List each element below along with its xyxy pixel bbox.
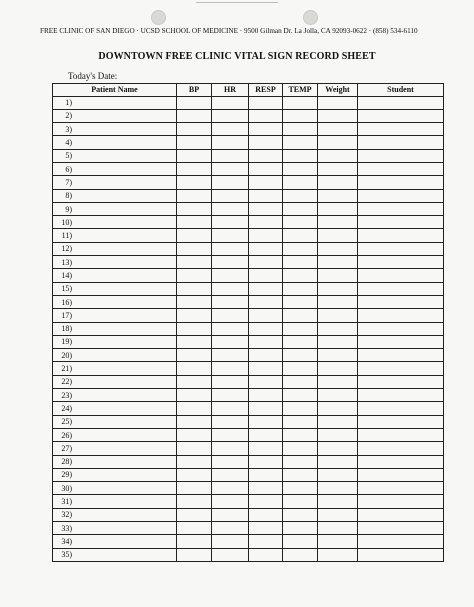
patient-name-cell[interactable]: 23) [53, 389, 177, 402]
bp-cell[interactable] [177, 389, 212, 402]
left-punch-hole [151, 10, 166, 25]
resp-cell[interactable] [249, 242, 283, 255]
table-row [53, 375, 444, 388]
bp-cell[interactable] [177, 362, 212, 375]
resp-cell[interactable] [249, 269, 283, 282]
student-cell[interactable] [358, 335, 444, 348]
resp-cell[interactable] [249, 256, 283, 269]
table-row [53, 335, 444, 348]
weight-cell[interactable] [318, 415, 358, 428]
bp-cell[interactable] [177, 136, 212, 149]
patient-name-cell[interactable]: 26) [53, 428, 177, 441]
weight-cell[interactable] [318, 335, 358, 348]
student-cell[interactable] [358, 535, 444, 548]
temp-cell[interactable] [283, 309, 318, 322]
table-row [53, 256, 444, 269]
weight-cell[interactable] [318, 535, 358, 548]
bp-cell[interactable] [177, 295, 212, 308]
resp-cell[interactable] [249, 229, 283, 242]
temp-cell[interactable] [283, 428, 318, 441]
student-cell[interactable] [358, 455, 444, 468]
table-row [53, 495, 444, 508]
bp-cell[interactable] [177, 535, 212, 548]
patient-name-cell[interactable]: 1) [53, 96, 177, 109]
temp-cell[interactable] [283, 522, 318, 535]
patient-name-cell[interactable]: 13) [53, 256, 177, 269]
student-cell[interactable] [358, 508, 444, 521]
table-row [53, 522, 444, 535]
patient-name-cell[interactable]: 4) [53, 136, 177, 149]
weight-cell[interactable] [318, 428, 358, 441]
patient-name-cell[interactable]: 22) [53, 375, 177, 388]
form-title: DOWNTOWN FREE CLINIC VITAL SIGN RECORD SHEET [98, 51, 376, 62]
resp-cell[interactable] [249, 309, 283, 322]
hr-cell[interactable] [212, 495, 249, 508]
table-row [53, 548, 444, 561]
patient-name-cell[interactable]: 27) [53, 442, 177, 455]
bp-cell[interactable] [177, 162, 212, 175]
student-cell[interactable] [358, 442, 444, 455]
resp-cell[interactable] [249, 428, 283, 441]
hr-cell[interactable] [212, 96, 249, 109]
bp-cell[interactable] [177, 242, 212, 255]
hr-cell[interactable] [212, 269, 249, 282]
patient-name-cell[interactable]: 9) [53, 202, 177, 215]
bp-cell[interactable] [177, 468, 212, 481]
table-row [53, 282, 444, 295]
weight-cell[interactable] [318, 216, 358, 229]
resp-cell[interactable] [249, 535, 283, 548]
bp-cell[interactable] [177, 495, 212, 508]
top-scan-mark [196, 2, 278, 3]
temp-cell[interactable] [283, 468, 318, 481]
patient-name-cell[interactable]: 21) [53, 362, 177, 375]
patient-name-cell[interactable]: 18) [53, 322, 177, 335]
patient-name-cell[interactable]: 33) [53, 522, 177, 535]
weight-cell[interactable] [318, 508, 358, 521]
temp-cell[interactable] [283, 482, 318, 495]
student-cell[interactable] [358, 522, 444, 535]
patient-name-cell[interactable]: 2) [53, 109, 177, 122]
clinic-address-header: FREE CLINIC OF SAN DIEGO · UCSD SCHOOL OF MEDICINE · 9500 Gilman Dr. La Jolla, CA 92093-0622 · (858) 534-6110 [40, 27, 418, 35]
bp-cell[interactable] [177, 282, 212, 295]
table-row [53, 162, 444, 175]
patient-name-cell[interactable]: 20) [53, 349, 177, 362]
temp-cell[interactable] [283, 269, 318, 282]
hr-cell[interactable] [212, 535, 249, 548]
weight-cell[interactable] [318, 256, 358, 269]
hr-cell[interactable] [212, 335, 249, 348]
weight-cell[interactable] [318, 402, 358, 415]
hr-cell[interactable] [212, 375, 249, 388]
table-row [53, 295, 444, 308]
bp-cell[interactable] [177, 482, 212, 495]
weight-cell[interactable] [318, 548, 358, 561]
weight-cell[interactable] [318, 309, 358, 322]
patient-name-cell[interactable]: 12) [53, 242, 177, 255]
student-cell[interactable] [358, 415, 444, 428]
bp-cell[interactable] [177, 216, 212, 229]
table-row [53, 136, 444, 149]
resp-cell[interactable] [249, 216, 283, 229]
table-body [53, 96, 444, 561]
resp-cell[interactable] [249, 402, 283, 415]
table-row [53, 455, 444, 468]
weight-cell[interactable] [318, 123, 358, 136]
hr-cell[interactable] [212, 442, 249, 455]
table-row [53, 309, 444, 322]
student-cell[interactable] [358, 309, 444, 322]
table-row [53, 482, 444, 495]
vital-signs-table [52, 83, 444, 562]
hr-cell[interactable] [212, 402, 249, 415]
patient-name-cell[interactable]: 32) [53, 508, 177, 521]
hr-cell[interactable] [212, 189, 249, 202]
weight-cell[interactable] [318, 495, 358, 508]
temp-cell[interactable] [283, 123, 318, 136]
bp-cell[interactable] [177, 229, 212, 242]
table-row [53, 389, 444, 402]
temp-cell[interactable] [283, 375, 318, 388]
patient-name-cell[interactable]: 34) [53, 535, 177, 548]
weight-cell[interactable] [318, 162, 358, 175]
student-cell[interactable] [358, 136, 444, 149]
resp-cell[interactable] [249, 109, 283, 122]
resp-cell[interactable] [249, 495, 283, 508]
resp-cell[interactable] [249, 468, 283, 481]
resp-cell[interactable] [249, 362, 283, 375]
weight-cell[interactable] [318, 149, 358, 162]
hr-cell[interactable] [212, 176, 249, 189]
temp-cell[interactable] [283, 402, 318, 415]
student-cell[interactable] [358, 322, 444, 335]
temp-cell[interactable] [283, 229, 318, 242]
hr-cell[interactable] [212, 415, 249, 428]
patient-name-cell[interactable]: 5) [53, 149, 177, 162]
student-cell[interactable] [358, 216, 444, 229]
patient-name-cell[interactable]: 30) [53, 482, 177, 495]
patient-name-cell[interactable]: 31) [53, 495, 177, 508]
temp-cell[interactable] [283, 202, 318, 215]
resp-cell[interactable] [249, 322, 283, 335]
hr-cell[interactable] [212, 123, 249, 136]
patient-name-cell[interactable]: 16) [53, 295, 177, 308]
patient-name-cell[interactable]: 11) [53, 229, 177, 242]
resp-cell[interactable] [249, 136, 283, 149]
resp-cell[interactable] [249, 202, 283, 215]
temp-cell[interactable] [283, 149, 318, 162]
bp-cell[interactable] [177, 522, 212, 535]
bp-cell[interactable] [177, 455, 212, 468]
hr-cell[interactable] [212, 136, 249, 149]
student-cell[interactable] [358, 162, 444, 175]
resp-cell[interactable] [249, 482, 283, 495]
table-row [53, 123, 444, 136]
table-row [53, 269, 444, 282]
todays-date-label: Today's Date: [68, 71, 118, 81]
hr-cell[interactable] [212, 216, 249, 229]
student-cell[interactable] [358, 229, 444, 242]
bp-cell[interactable] [177, 256, 212, 269]
temp-cell[interactable] [283, 508, 318, 521]
student-cell[interactable] [358, 242, 444, 255]
resp-cell[interactable] [249, 96, 283, 109]
student-cell[interactable] [358, 123, 444, 136]
student-cell[interactable] [358, 389, 444, 402]
resp-cell[interactable] [249, 415, 283, 428]
student-cell[interactable] [358, 375, 444, 388]
weight-cell[interactable] [318, 189, 358, 202]
weight-cell[interactable] [318, 295, 358, 308]
temp-cell[interactable] [283, 415, 318, 428]
temp-cell[interactable] [283, 109, 318, 122]
weight-cell[interactable] [318, 176, 358, 189]
student-cell[interactable] [358, 202, 444, 215]
student-cell[interactable] [358, 495, 444, 508]
hr-cell[interactable] [212, 349, 249, 362]
bp-cell[interactable] [177, 415, 212, 428]
hr-cell[interactable] [212, 322, 249, 335]
patient-name-cell[interactable]: 25) [53, 415, 177, 428]
table-row [53, 229, 444, 242]
weight-cell[interactable] [318, 242, 358, 255]
patient-name-cell[interactable]: 28) [53, 455, 177, 468]
patient-name-cell[interactable]: 14) [53, 269, 177, 282]
resp-cell[interactable] [249, 548, 283, 561]
table-row [53, 216, 444, 229]
temp-cell[interactable] [283, 162, 318, 175]
temp-cell[interactable] [283, 256, 318, 269]
hr-cell[interactable] [212, 202, 249, 215]
table-row [53, 402, 444, 415]
temp-cell[interactable] [283, 335, 318, 348]
patient-name-cell[interactable]: 24) [53, 402, 177, 415]
student-cell[interactable] [358, 282, 444, 295]
resp-cell[interactable] [249, 176, 283, 189]
table-row [53, 189, 444, 202]
patient-name-cell[interactable]: 17) [53, 309, 177, 322]
resp-cell[interactable] [249, 282, 283, 295]
column-header-patient-name: Patient Name [53, 84, 177, 97]
hr-cell[interactable] [212, 508, 249, 521]
patient-name-cell[interactable]: 3) [53, 123, 177, 136]
weight-cell[interactable] [318, 522, 358, 535]
temp-cell[interactable] [283, 442, 318, 455]
bp-cell[interactable] [177, 335, 212, 348]
student-cell[interactable] [358, 295, 444, 308]
resp-cell[interactable] [249, 162, 283, 175]
student-cell[interactable] [358, 349, 444, 362]
temp-cell[interactable] [283, 136, 318, 149]
hr-cell[interactable] [212, 242, 249, 255]
hr-cell[interactable] [212, 522, 249, 535]
hr-cell[interactable] [212, 149, 249, 162]
weight-cell[interactable] [318, 455, 358, 468]
temp-cell[interactable] [283, 322, 318, 335]
bp-cell[interactable] [177, 309, 212, 322]
temp-cell[interactable] [283, 495, 318, 508]
patient-name-cell[interactable]: 6) [53, 162, 177, 175]
patient-name-cell[interactable]: 35) [53, 548, 177, 561]
table-row [53, 322, 444, 335]
resp-cell[interactable] [249, 522, 283, 535]
table-row [53, 96, 444, 109]
bp-cell[interactable] [177, 149, 212, 162]
temp-cell[interactable] [283, 535, 318, 548]
bp-cell[interactable] [177, 548, 212, 561]
resp-cell[interactable] [249, 389, 283, 402]
table-row [53, 349, 444, 362]
weight-cell[interactable] [318, 136, 358, 149]
weight-cell[interactable] [318, 375, 358, 388]
patient-name-cell[interactable]: 7) [53, 176, 177, 189]
student-cell[interactable] [358, 428, 444, 441]
hr-cell[interactable] [212, 162, 249, 175]
table-row [53, 202, 444, 215]
hr-cell[interactable] [212, 468, 249, 481]
weight-cell[interactable] [318, 482, 358, 495]
hr-cell[interactable] [212, 428, 249, 441]
hr-cell[interactable] [212, 256, 249, 269]
temp-cell[interactable] [283, 189, 318, 202]
patient-name-cell[interactable]: 8) [53, 189, 177, 202]
resp-cell[interactable] [249, 508, 283, 521]
weight-cell[interactable] [318, 109, 358, 122]
hr-cell[interactable] [212, 548, 249, 561]
weight-cell[interactable] [318, 362, 358, 375]
student-cell[interactable] [358, 109, 444, 122]
table-header-row [53, 84, 444, 97]
bp-cell[interactable] [177, 428, 212, 441]
weight-cell[interactable] [318, 389, 358, 402]
bp-cell[interactable] [177, 96, 212, 109]
temp-cell[interactable] [283, 282, 318, 295]
temp-cell[interactable] [283, 295, 318, 308]
table-row [53, 468, 444, 481]
hr-cell[interactable] [212, 482, 249, 495]
patient-name-cell[interactable]: 15) [53, 282, 177, 295]
temp-cell[interactable] [283, 176, 318, 189]
hr-cell[interactable] [212, 282, 249, 295]
weight-cell[interactable] [318, 282, 358, 295]
temp-cell[interactable] [283, 349, 318, 362]
bp-cell[interactable] [177, 508, 212, 521]
bp-cell[interactable] [177, 402, 212, 415]
resp-cell[interactable] [249, 442, 283, 455]
hr-cell[interactable] [212, 455, 249, 468]
resp-cell[interactable] [249, 189, 283, 202]
temp-cell[interactable] [283, 455, 318, 468]
bp-cell[interactable] [177, 322, 212, 335]
student-cell[interactable] [358, 176, 444, 189]
bp-cell[interactable] [177, 349, 212, 362]
resp-cell[interactable] [249, 123, 283, 136]
resp-cell[interactable] [249, 375, 283, 388]
column-header-hr: HR [212, 84, 249, 97]
hr-cell[interactable] [212, 309, 249, 322]
column-header-temp: TEMP [283, 84, 318, 97]
temp-cell[interactable] [283, 389, 318, 402]
weight-cell[interactable] [318, 202, 358, 215]
temp-cell[interactable] [283, 96, 318, 109]
hr-cell[interactable] [212, 229, 249, 242]
temp-cell[interactable] [283, 548, 318, 561]
column-header-student: Student [358, 84, 444, 97]
patient-name-cell[interactable]: 10) [53, 216, 177, 229]
bp-cell[interactable] [177, 189, 212, 202]
student-cell[interactable] [358, 149, 444, 162]
weight-cell[interactable] [318, 349, 358, 362]
table-row [53, 242, 444, 255]
table-row [53, 508, 444, 521]
bp-cell[interactable] [177, 269, 212, 282]
patient-name-cell[interactable]: 19) [53, 335, 177, 348]
temp-cell[interactable] [283, 242, 318, 255]
bp-cell[interactable] [177, 176, 212, 189]
bp-cell[interactable] [177, 109, 212, 122]
student-cell[interactable] [358, 468, 444, 481]
student-cell[interactable] [358, 269, 444, 282]
table-row [53, 109, 444, 122]
weight-cell[interactable] [318, 96, 358, 109]
resp-cell[interactable] [249, 349, 283, 362]
table-row [53, 535, 444, 548]
resp-cell[interactable] [249, 149, 283, 162]
student-cell[interactable] [358, 402, 444, 415]
column-header-resp: RESP [249, 84, 283, 97]
hr-cell[interactable] [212, 109, 249, 122]
student-cell[interactable] [358, 96, 444, 109]
student-cell[interactable] [358, 256, 444, 269]
temp-cell[interactable] [283, 216, 318, 229]
weight-cell[interactable] [318, 322, 358, 335]
hr-cell[interactable] [212, 295, 249, 308]
weight-cell[interactable] [318, 229, 358, 242]
hr-cell[interactable] [212, 362, 249, 375]
weight-cell[interactable] [318, 468, 358, 481]
column-header-weight: Weight [318, 84, 358, 97]
table-row [53, 428, 444, 441]
student-cell[interactable] [358, 362, 444, 375]
resp-cell[interactable] [249, 455, 283, 468]
bp-cell[interactable] [177, 442, 212, 455]
weight-cell[interactable] [318, 269, 358, 282]
resp-cell[interactable] [249, 335, 283, 348]
bp-cell[interactable] [177, 123, 212, 136]
table-row [53, 442, 444, 455]
table-row [53, 149, 444, 162]
patient-name-cell[interactable]: 29) [53, 468, 177, 481]
hr-cell[interactable] [212, 389, 249, 402]
student-cell[interactable] [358, 189, 444, 202]
bp-cell[interactable] [177, 375, 212, 388]
weight-cell[interactable] [318, 442, 358, 455]
temp-cell[interactable] [283, 362, 318, 375]
table-row [53, 415, 444, 428]
table-row [53, 362, 444, 375]
column-header-bp: BP [177, 84, 212, 97]
table-row [53, 176, 444, 189]
resp-cell[interactable] [249, 295, 283, 308]
bp-cell[interactable] [177, 202, 212, 215]
student-cell[interactable] [358, 548, 444, 561]
student-cell[interactable] [358, 482, 444, 495]
right-punch-hole [303, 10, 318, 25]
